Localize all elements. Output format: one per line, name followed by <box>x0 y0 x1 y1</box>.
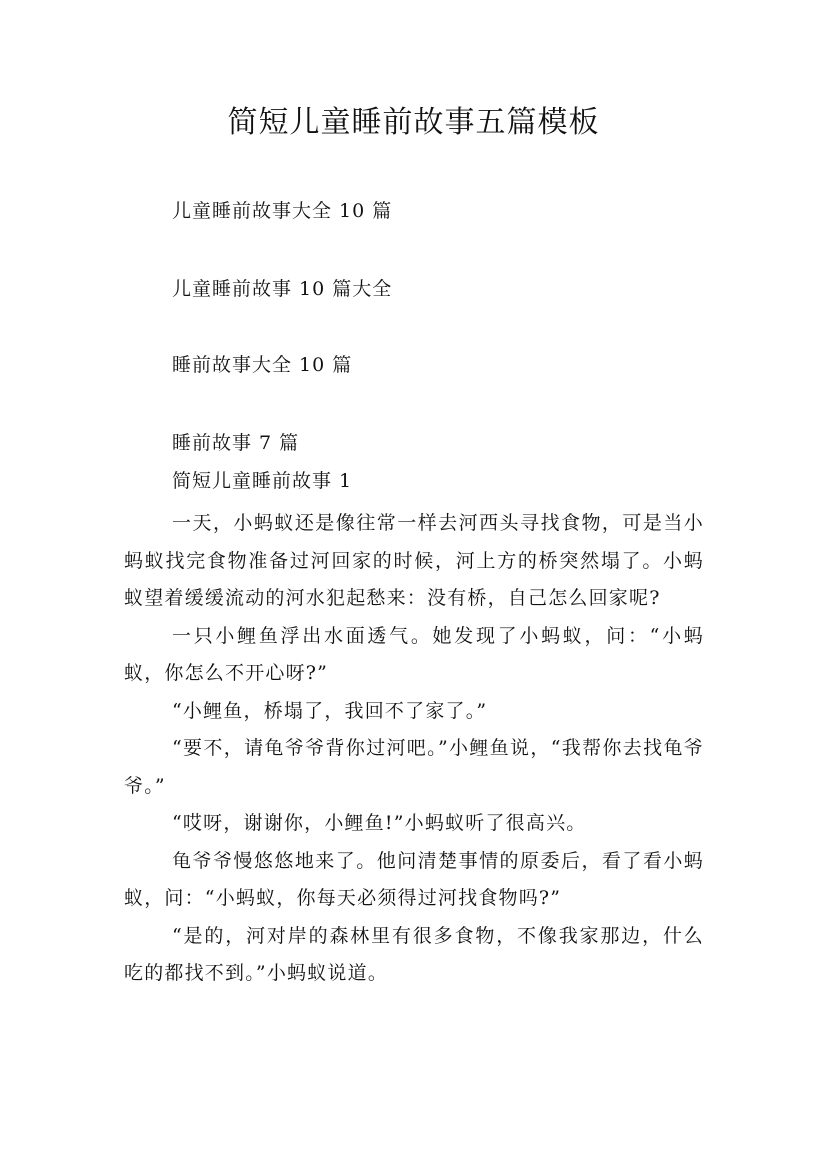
toc-item: 儿童睡前故事 10 篇大全 <box>172 278 393 300</box>
story-body <box>124 505 704 993</box>
paragraph: 一只小鲤鱼浮出水面透气。她发现了小蚂蚁，问：“小蚂蚁，你怎么不开心呀?” <box>124 624 704 684</box>
paragraph: “小鲤鱼，桥塌了，我回不了家了。” <box>172 699 488 722</box>
paragraph: 龟爷爷慢悠悠地来了。他问清楚事情的原委后，看了看小蚂蚁，问：“小蚂蚁，你每天必须得过河找食物吗?” <box>124 849 704 909</box>
paragraph: “是的，河对岸的森林里有很多食物，不像我家那边，什么吃的都找不到。”小蚂蚁说道。 <box>124 924 704 984</box>
story-title: 简短儿童睡前故事 1 <box>172 470 353 492</box>
paragraph: “要不，请龟爷爷背你过河吧。”小鲤鱼说，“我帮你去找龟爷爷。” <box>124 737 704 797</box>
toc-item: 睡前故事 7 篇 <box>172 432 300 454</box>
toc-item: 睡前故事大全 10 篇 <box>172 354 353 376</box>
paragraph: 一天，小蚂蚁还是像往常一样去河西头寻找食物，可是当小蚂蚁找完食物准备过河回家的时候，河上方的桥突然塌了。小蚂蚁望着缓缓流动的河水犯起愁来：没有桥，自己怎么回家呢? <box>124 512 704 609</box>
document-title: 简短儿童睡前故事五篇模板 <box>227 105 600 140</box>
paragraph: “哎呀，谢谢你，小鲤鱼!”小蚂蚁听了很高兴。 <box>172 812 587 834</box>
toc-item: 儿童睡前故事大全 10 篇 <box>172 200 393 222</box>
